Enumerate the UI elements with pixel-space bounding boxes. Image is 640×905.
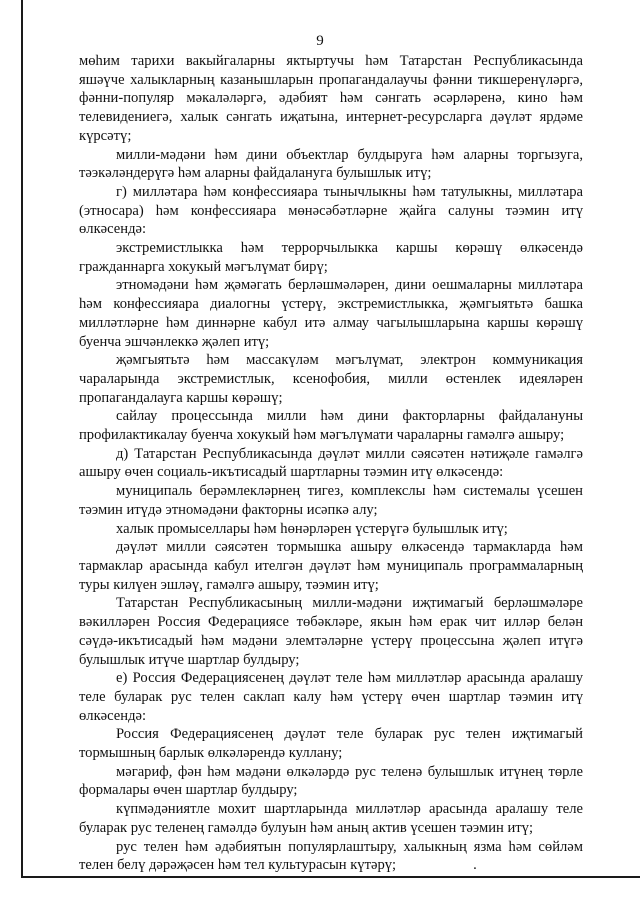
paragraph-5: этномәдәни һәм җәмәгать берләшмәләрен, дини оешмаларны милләтара һәм конфессияара диалогны үстерү, экстремистлыкка, җәмгыятьтә башка милләтләрне һәм диннәрне кабул итә алмау чагылышларына каршы көрәшү буенча эшчәнлеккә җәлеп итү; xyxy=(79,277,583,350)
page-frame-bottom-line xyxy=(21,876,640,878)
paragraph-2: милли-мәдәни һәм дини объектлар булдыруга һәм аларны торгызуга, тәэкәләндерүгә һәм аларны файдалануга булышлык итү; xyxy=(79,146,583,182)
paragraph-7: сайлау процессында милли һәм дини факторларны файдалануны профилактикалау буенча хокукый һәм мәгълүмати чараларны гамәлгә ашыру; xyxy=(79,408,583,444)
paragraph-13: е) Россия Федерациясенең дәүләт теле һәм милләтләр арасында аралашу теле буларак рус телен саклап калу һәм үстерү өчен шартлар тәэмин итү өлкәсендә: xyxy=(79,670,583,724)
stray-mark: . xyxy=(473,857,477,874)
paragraph-15: мәгариф, фән һәм мәдәни өлкәләрдә рус теленә булышлык итүнең төрле формалары өчен шартлар булдыру; xyxy=(79,763,583,799)
paragraph-8: д) Татарстан Республикасында дәүләт милли сәясәтен нәтиҗәле гамәлгә ашыру өчен социаль-икътисадый шартларны тәэмин итү өлкәсендә: xyxy=(79,445,583,481)
paragraph-17-text: рус телен һәм әдәбиятын популярлаштыру, халыкның язма һәм сөйләм телен белү дәрәҗәсен һәм тел культурасын күтәрү; xyxy=(79,838,583,874)
paragraph-1: мөһим тарихи вакыйгаларны яктыртучы һәм Татарстан Республикасында яшәүче халыкларның казанышларын пропагандалаучы фәнни тикшеренүләргә, фәнни-популяр мәкаләләргә, әдәбият һәм сәнгать әсәрләренә, кино һәм телевидениегә, халык сәнгать иҗатына, интернет-ресурсларга дәүләт ярдәме күрсәтү; xyxy=(79,53,583,144)
paragraph-3: г) милләтара һәм конфессияара тынычлыкны һәм татулыкны, милләтара (этносара) һәм конфессияара мөнәсәбәтләрне җайга салуны тәэмин итү өлкәсендә: xyxy=(79,183,583,238)
paragraph-17 xyxy=(79,838,583,875)
paragraph-14: Россия Федерациясенең дәүләт теле буларак рус телен иҗтимагый тормышның барлык өлкәләрендә куллану; xyxy=(79,726,583,762)
page-number: 9 xyxy=(316,33,324,49)
document-body xyxy=(79,52,583,875)
paragraph-9: муниципаль берәмлекләрнең тигез, комплекслы һәм системалы үсешен тәэмин итүдә этномәдәни факторны исәпкә алу; xyxy=(79,483,583,518)
paragraph-4: экстремистлыкка һәм террорчылыкка каршы көрәшү өлкәсендә гражданнарга хокукый мәгълүмат бирү; xyxy=(79,240,583,275)
page-frame-left-line xyxy=(21,0,23,878)
paragraph-12: Татарстан Республикасының милли-мәдәни иҗтимагый берләшмәләре вәкилләрен Россия Федерациясе төбәкләре, якын һәм ерак чит илләр белән сәүдә-икътисадый һәм мәдәни элемтәләрне үстерү процессына җәлеп итүгә булышлык итүче шартлар булдыру; xyxy=(79,595,583,668)
paragraph-16: күпмәдәниятле мохит шартларында милләтләр арасында аралашу теле буларак рус теленең гамәлдә булуын һәм аның актив үсешен тәэмин итү; xyxy=(79,801,583,836)
paragraph-11: дәүләт милли сәясәтен тормышка ашыру өлкәсендә тармакларда һәм тармаклар арасында кабул ителгән дәүләт һәм муниципаль программаларның туры килүен эшләү, гамәлгә ашыру, тәэмин итү; xyxy=(79,539,583,593)
paragraph-10: халык промыселлары һәм һөнәрләрен үстерүгә булышлык итү; xyxy=(116,520,508,537)
paragraph-6: җәмгыятьтә һәм массакүләм мәгълүмат, электрон коммуникация чараларында экстремистлык, ксенофобия, милли өстенлек идеяләрен пропагандалауга каршы көрәшү; xyxy=(79,352,583,406)
